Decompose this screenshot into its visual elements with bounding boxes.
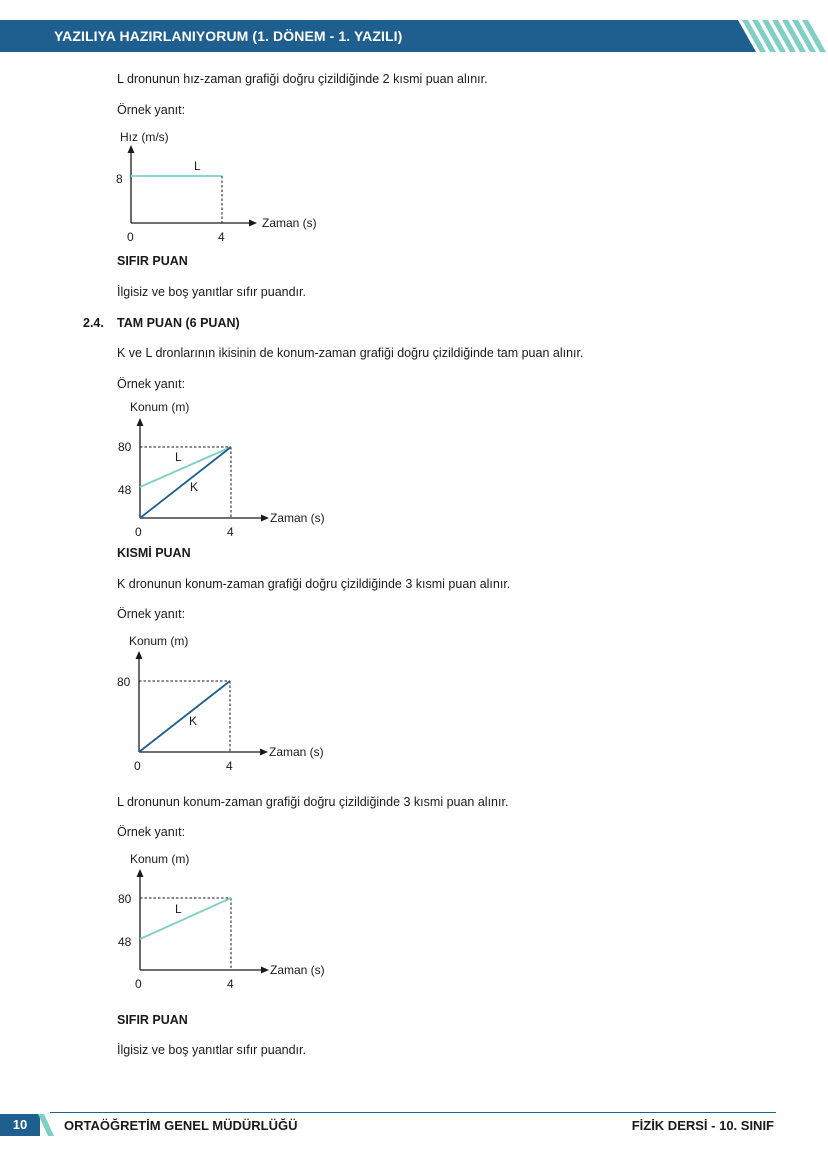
graph2-label-l: L <box>175 450 182 464</box>
example-label-4: Örnek yanıt: <box>117 825 186 839</box>
graph1-y-axis-label: Hız (m/s) <box>120 130 169 144</box>
speed-time-graph <box>105 126 345 250</box>
graph1-y-tick: 8 <box>116 172 123 186</box>
paragraph-full-score: K ve L dronlarının ikisinin de konum-zaman grafiği doğru çizildiğinde tam puan alınır. <box>117 346 584 360</box>
graph3-label-k: K <box>189 714 198 728</box>
graph2-line-l <box>140 447 231 487</box>
graph2-x-axis-label: Zaman (s) <box>270 511 325 525</box>
graph3-x-tick: 4 <box>226 759 233 773</box>
graph1-x-axis-label: Zaman (s) <box>262 216 317 230</box>
graph4-y-arrow <box>137 869 144 877</box>
paragraph-l-position-partial: L dronunun konum-zaman grafiği doğru çizildiğinde 3 kısmi puan alınır. <box>117 795 509 809</box>
position-time-graph-k <box>105 630 345 776</box>
zero-score-text-1: İlgisiz ve boş yanıtlar sıfır puandır. <box>117 285 306 299</box>
graph1-origin: 0 <box>127 230 134 244</box>
graph2-y-axis-label: Konum (m) <box>130 400 190 414</box>
graph1-x-tick: 4 <box>218 230 225 244</box>
graph2-x-tick: 4 <box>227 525 234 539</box>
graph3-y-axis-label: Konum (m) <box>129 634 189 648</box>
graph3-x-axis-label: Zaman (s) <box>269 745 324 759</box>
section-number: 2.4. <box>83 316 104 330</box>
page-number: 10 <box>0 1114 40 1136</box>
graph2-y-tick-80: 80 <box>118 440 132 454</box>
graph2-origin: 0 <box>135 525 142 539</box>
paragraph-l-speed-partial: L dronunun hız-zaman grafiği doğru çizildiğinde 2 kısmi puan alınır. <box>117 72 488 86</box>
graph3-y-tick-80: 80 <box>117 675 131 689</box>
footer-stripe-decoration <box>38 1114 58 1136</box>
graph4-y-tick-80: 80 <box>118 892 132 906</box>
zero-score-text-2: İlgisiz ve boş yanıtlar sıfır puandır. <box>117 1043 306 1057</box>
zero-score-title-2: SIFIR PUAN <box>117 1013 188 1027</box>
graph4-origin: 0 <box>135 977 142 991</box>
graph3-x-arrow <box>260 749 268 756</box>
section-title: TAM PUAN (6 PUAN) <box>117 316 240 330</box>
footer-divider <box>50 1112 776 1113</box>
header-title: YAZILIYA HAZIRLANIYORUM (1. DÖNEM - 1. YAZILI) <box>54 28 403 44</box>
position-time-graph-k-l <box>105 396 345 542</box>
graph2-line-k <box>140 447 231 518</box>
graph1-line-label-l: L <box>194 159 201 173</box>
graph4-x-axis-label: Zaman (s) <box>270 963 325 977</box>
graph3-origin: 0 <box>134 759 141 773</box>
page-header <box>0 20 828 52</box>
header-stripes-decoration <box>738 20 828 52</box>
example-label-3: Örnek yanıt: <box>117 607 186 621</box>
graph1-y-arrow <box>128 145 135 153</box>
graph4-line-l <box>140 898 231 939</box>
footer-institution: ORTAÖĞRETİM GENEL MÜDÜRLÜĞÜ <box>64 1118 298 1133</box>
graph4-y-axis-label: Konum (m) <box>130 852 190 866</box>
graph2-label-k: K <box>190 480 199 494</box>
graph2-x-arrow <box>261 515 269 522</box>
position-time-graph-l <box>105 848 345 994</box>
paragraph-k-position-partial: K dronunun konum-zaman grafiği doğru çizildiğinde 3 kısmi puan alınır. <box>117 577 511 591</box>
graph4-y-tick-48: 48 <box>118 935 132 949</box>
partial-score-title: KISMİ PUAN <box>117 546 191 560</box>
graph2-y-tick-48: 48 <box>118 483 132 497</box>
footer-course: FİZİK DERSİ - 10. SINIF <box>631 1118 774 1133</box>
zero-score-title-1: SIFIR PUAN <box>117 254 188 268</box>
graph2-y-arrow <box>137 418 144 426</box>
example-label-1: Örnek yanıt: <box>117 103 186 117</box>
example-label-2: Örnek yanıt: <box>117 377 186 391</box>
graph1-x-arrow <box>249 220 257 227</box>
graph4-x-arrow <box>261 967 269 974</box>
graph4-label-l: L <box>175 902 182 916</box>
graph3-line-k <box>139 681 230 752</box>
graph3-y-arrow <box>136 651 143 659</box>
graph4-x-tick: 4 <box>227 977 234 991</box>
